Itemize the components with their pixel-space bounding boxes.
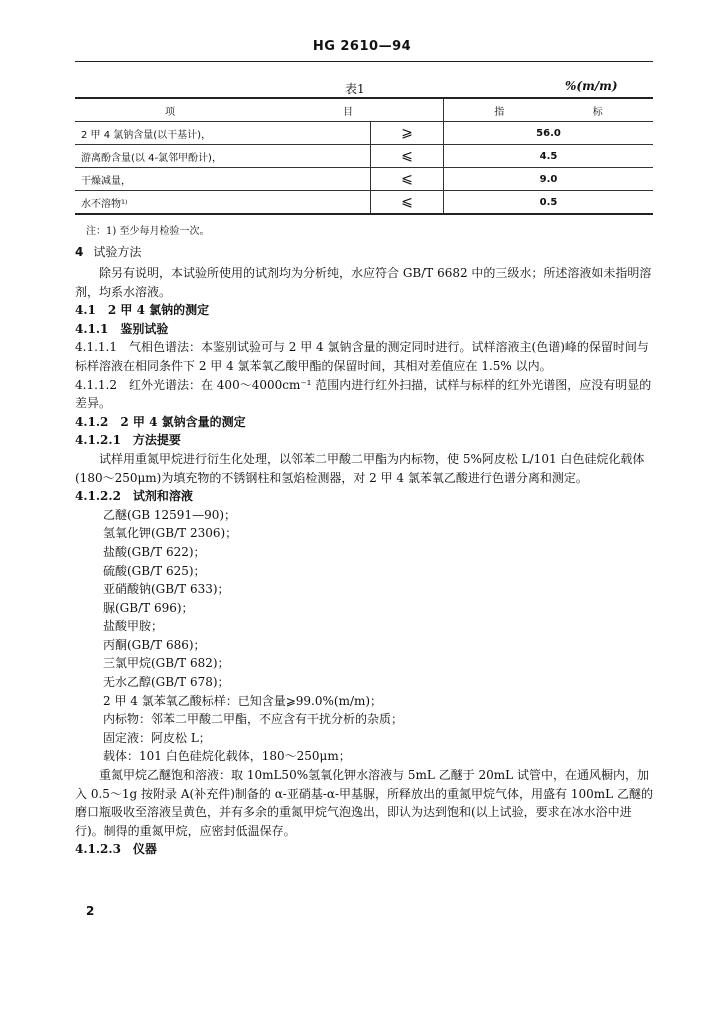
standard-code: HG 2610—94 xyxy=(312,39,412,54)
header-value-right: 标 xyxy=(592,106,603,118)
row-operator: ⩽ xyxy=(371,191,444,215)
header-value-left: 指 xyxy=(494,106,505,118)
clause-4-1: 4.1 2 甲 4 氯钠的测定 xyxy=(75,303,210,318)
method-summary: 试样用重氮甲烷进行衍生化处理，以邻苯二甲酸二甲酯为内标物，使 5%阿皮松 L/101 白色硅烷化载体(180～250μm)为填充物的不锈钢柱和氢焰检测器，对 2 甲 4 氯苯氧乙酸进行色谱分离和测定。 xyxy=(75,451,645,485)
row-value: 0.5 xyxy=(444,191,654,215)
reagent-item: 三氯甲烷(GB/T 682)； xyxy=(103,656,230,671)
row-item: 干燥减量， xyxy=(75,168,371,191)
clause-4-1-1: 4.1.1 鉴别试验 xyxy=(75,321,169,336)
reagent-item: 丙酮(GB/T 686)； xyxy=(103,637,206,652)
table-header-row xyxy=(75,98,653,122)
header-rule xyxy=(75,61,653,62)
section-4-number: 4 xyxy=(75,245,84,259)
intro-paragraph: 除另有说明，本试验所使用的试剂均为分析纯，水应符合 GB/T 6682 中的三级水；所述溶液如未指明溶剂，均系水溶液。 xyxy=(75,266,652,299)
section-4-title: 试验方法 xyxy=(93,245,142,259)
header-item-left: 项 xyxy=(165,106,175,118)
diazomethane-paragraph: 重氮甲烷乙醚饱和溶液：取 10mL50%氢氧化钾水溶液与 5mL 乙醚于 20mL 试管中，在通风橱内，加入 0.5～1g 按附录 A(补充件)制备的 α-亚硝基-α-甲基脲，所释放出的重氮甲烷气体，用盛有 100mL 乙醚的磨口瓶吸收至溶液呈黄色，并有多余的重氮甲烷气泡逸出，即认为达到饱和(以上试验，要求在冰水浴中进行)。制得的重氮甲烷，应密封低温保存。 xyxy=(75,768,653,838)
reagent-item: 载体：101 白色硅烷化载体，180～250μm； xyxy=(103,749,351,764)
table-row xyxy=(75,168,653,191)
table-row xyxy=(75,122,653,145)
clause-4-1-2-2: 4.1.2.2 试剂和溶液 xyxy=(75,489,193,504)
header-value xyxy=(444,98,654,122)
clause-4-1-2-1: 4.1.2.1 方法提要 xyxy=(75,433,181,448)
reagent-item: 脲(GB/T 696)； xyxy=(103,600,194,615)
row-value: 56.0 xyxy=(444,122,654,145)
body-text xyxy=(75,264,655,859)
section-4-heading xyxy=(75,243,141,260)
header-item xyxy=(75,98,444,122)
clause-4-1-1-1: 4.1.1.1 气相色谱法：本鉴别试验可与 2 甲 4 氯钠含量的测定同时进行。试样溶液主(色谱)峰的保留时间与标样溶液在相同条件下 2 甲 4 氯苯氧乙酸甲酯的保留时间，其相对差值应在 1.5% 以内。 xyxy=(75,340,649,373)
row-operator: ⩽ xyxy=(371,145,444,168)
clause-4-1-1-2: 4.1.1.2 红外光谱法：在 400～4000cm⁻¹ 范围内进行红外扫描，试样与标样的红外光谱图，应没有明显的差异。 xyxy=(75,377,652,411)
reagent-item: 盐酸甲胺； xyxy=(103,619,164,634)
table-row xyxy=(75,191,653,215)
row-operator: ⩾ xyxy=(371,122,444,145)
row-item: 2 甲 4 氯钠含量(以干基计)， xyxy=(75,122,371,145)
reagent-item: 内标物：邻苯二甲酸二甲酯，不应含有干扰分析的杂质； xyxy=(103,712,404,727)
page-number: 2 xyxy=(86,904,95,918)
spec-table xyxy=(75,97,653,215)
table-caption: 表1 xyxy=(345,82,365,96)
clause-4-1-2-3: 4.1.2.3 仪器 xyxy=(75,842,157,857)
table-note: 注：1) 至少每月检验一次。 xyxy=(86,226,210,237)
row-value: 9.0 xyxy=(444,168,654,191)
row-operator: ⩽ xyxy=(371,168,444,191)
reagent-item: 盐酸(GB/T 622)； xyxy=(103,544,206,559)
reagent-item: 氢氧化钾(GB/T 2306)； xyxy=(103,526,238,541)
reagent-item: 固定液：阿皮松 L； xyxy=(103,730,211,745)
reagent-item: 2 甲 4 氯苯氧乙酸标样：已知含量⩾99.0%(m/m)； xyxy=(103,693,383,708)
reagent-item: 亚硝酸钠(GB/T 633)； xyxy=(103,582,230,597)
header-item-right: 目 xyxy=(343,106,353,118)
reagent-item: 无水乙醇(GB/T 678)； xyxy=(103,675,230,690)
reagent-item: 硫酸(GB/T 625)； xyxy=(103,563,206,578)
row-item: 游离酚含量(以 4-氯邻甲酚计)， xyxy=(75,145,371,168)
row-value: 4.5 xyxy=(444,145,654,168)
clause-4-1-2: 4.1.2 2 甲 4 氯钠含量的测定 xyxy=(75,414,246,429)
table-unit: %(m/m) xyxy=(565,79,618,93)
table-row xyxy=(75,145,653,168)
reagent-item: 乙醚(GB 12591—90)； xyxy=(103,507,237,522)
row-item: 水不溶物¹⁾ xyxy=(75,191,371,215)
